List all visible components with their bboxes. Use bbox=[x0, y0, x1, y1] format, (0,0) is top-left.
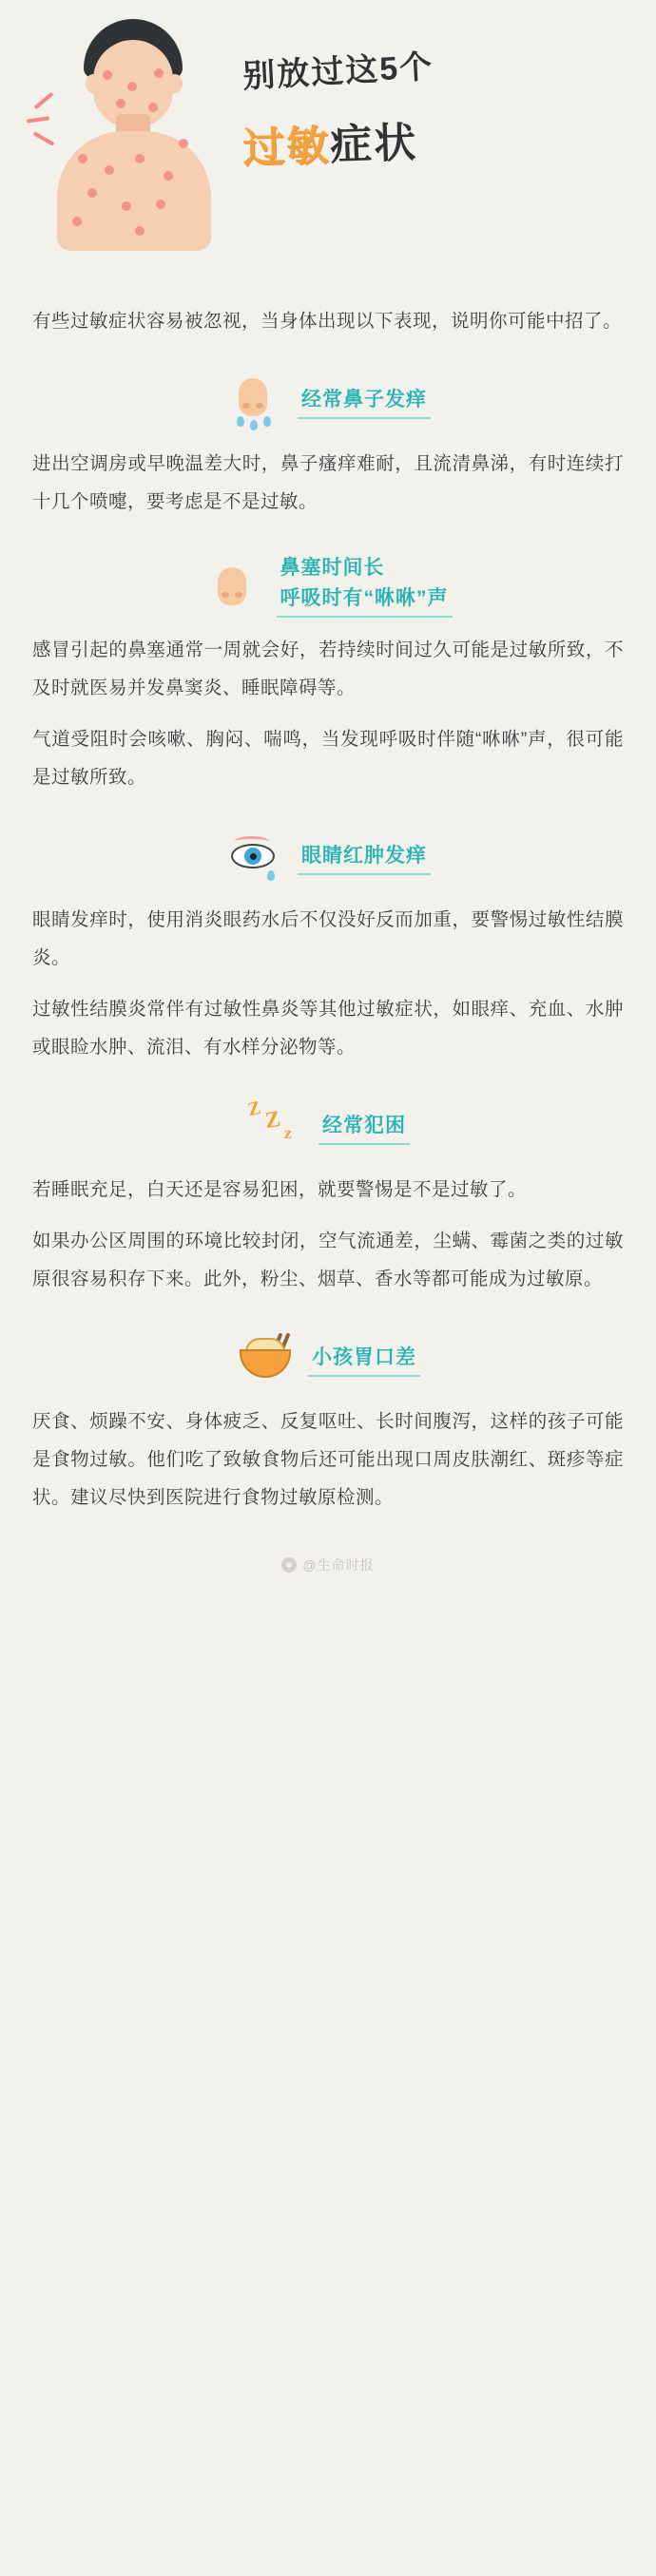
section-paragraph: 如果办公区周围的环境比较封闭，空气流通差，尘螨、霉菌之类的过敏原很容易积存下来。此外，粉尘、烟草、香水等都可能成为过敏原。 bbox=[32, 1231, 624, 1289]
section-paragraph: 过敏性结膜炎常伴有过敏性鼻炎等其他过敏症状，如眼痒、充血、水肿或眼睑水肿、流泪、有水样分泌物等。 bbox=[32, 999, 624, 1058]
figure-body bbox=[57, 131, 211, 251]
rash-spot bbox=[127, 82, 137, 91]
section-title: 小孩胃口差 bbox=[308, 1343, 420, 1377]
decor-streak bbox=[34, 92, 54, 109]
section-frequent-drowsiness bbox=[0, 1098, 656, 1298]
page-title-line-2 bbox=[241, 101, 633, 175]
section-paragraph: 感冒引起的鼻塞通常一周就会好，若持续时间过久可能是过敏所致，不及时就医易并发鼻窦炎、睡眠障碍等。 bbox=[32, 639, 624, 698]
intro-paragraph: 有些过敏症状容易被忽视，当身体出现以下表现，说明你可能中招了。 bbox=[32, 311, 623, 332]
section-red-itchy-eyes bbox=[0, 829, 656, 1066]
rash-spot bbox=[122, 201, 131, 211]
section-paragraph: 若睡眠充足，白天还是容易犯困，就要警惕是不是过敏了。 bbox=[32, 1179, 528, 1200]
rash-spot bbox=[164, 171, 173, 181]
section-title: 经常犯困 bbox=[318, 1111, 410, 1145]
decor-streak bbox=[33, 131, 55, 145]
page-title-line-1: 别放过这5个 bbox=[241, 48, 435, 95]
footer-watermark bbox=[0, 1543, 656, 1587]
section-title: 经常鼻子发痒 bbox=[298, 385, 431, 419]
section-paragraph: 气道受阻时会咳嗽、胸闷、喘鸣，当发现呼吸时伴随“咻咻”声，很可能是过敏所致。 bbox=[32, 729, 624, 788]
rash-spot bbox=[135, 226, 145, 236]
section-paragraph: 厌食、烦躁不安、身体疲乏、反复呕吐、长时间腹泻，这样的孩子可能是食物过敏。他们吃了致敏食物后还可能出现口周皮肤潮红、斑疹等症状。建议尽快到医院进行食物过敏原检测。 bbox=[32, 1411, 624, 1508]
section-header bbox=[0, 829, 656, 887]
section-header bbox=[0, 1330, 656, 1389]
section-nasal-congestion bbox=[0, 553, 656, 796]
nose-icon bbox=[225, 372, 284, 431]
header bbox=[0, 0, 656, 285]
section-titles bbox=[308, 1343, 420, 1377]
section-titles bbox=[318, 1111, 410, 1145]
rash-spot bbox=[72, 217, 82, 226]
section-header bbox=[0, 372, 656, 431]
rash-spot bbox=[116, 99, 125, 108]
rash-spot bbox=[154, 68, 164, 78]
page-title-tail: 症状 bbox=[329, 119, 419, 169]
section-header bbox=[0, 553, 656, 618]
section-child-poor-appetite bbox=[0, 1330, 656, 1517]
rash-spot bbox=[78, 154, 87, 163]
title-block bbox=[241, 40, 632, 173]
rash-spot bbox=[103, 70, 112, 80]
section-subtitle: 呼吸时有“咻咻”声 bbox=[277, 583, 453, 618]
section-titles bbox=[298, 841, 431, 875]
section-itchy-nose bbox=[0, 372, 656, 521]
weibo-icon bbox=[281, 1557, 297, 1573]
section-title: 眼睛红肿发痒 bbox=[298, 841, 431, 875]
section-titles bbox=[298, 385, 431, 419]
noodle-bowl-icon bbox=[236, 1330, 295, 1389]
sleep-zzz-icon: Z Z z bbox=[245, 1097, 293, 1143]
footer-text: @生命时报 bbox=[302, 1557, 375, 1573]
section-title: 鼻塞时间长 bbox=[280, 557, 385, 579]
rash-spot bbox=[105, 165, 114, 175]
section-header bbox=[0, 1098, 656, 1157]
nose-icon bbox=[204, 556, 263, 615]
rash-spot bbox=[148, 103, 158, 112]
eye-icon bbox=[225, 829, 284, 887]
rash-spot bbox=[135, 154, 145, 163]
rash-spot bbox=[156, 200, 165, 209]
decor-streak bbox=[27, 116, 49, 123]
section-paragraph: 眼睛发痒时，使用消炎眼药水后不仅没好反而加重，要警惕过敏性结膜炎。 bbox=[32, 909, 624, 968]
section-paragraph: 进出空调房或早晚温差大时，鼻子瘙痒难耐，且流清鼻涕，有时连续打十几个喷嚏，要考虑是不是过敏。 bbox=[32, 453, 624, 512]
section-titles bbox=[277, 553, 453, 618]
page-title-highlight: 过敏 bbox=[241, 122, 332, 173]
rash-spot bbox=[179, 139, 188, 148]
rash-spot bbox=[87, 188, 97, 198]
hero-illustration bbox=[29, 11, 238, 249]
